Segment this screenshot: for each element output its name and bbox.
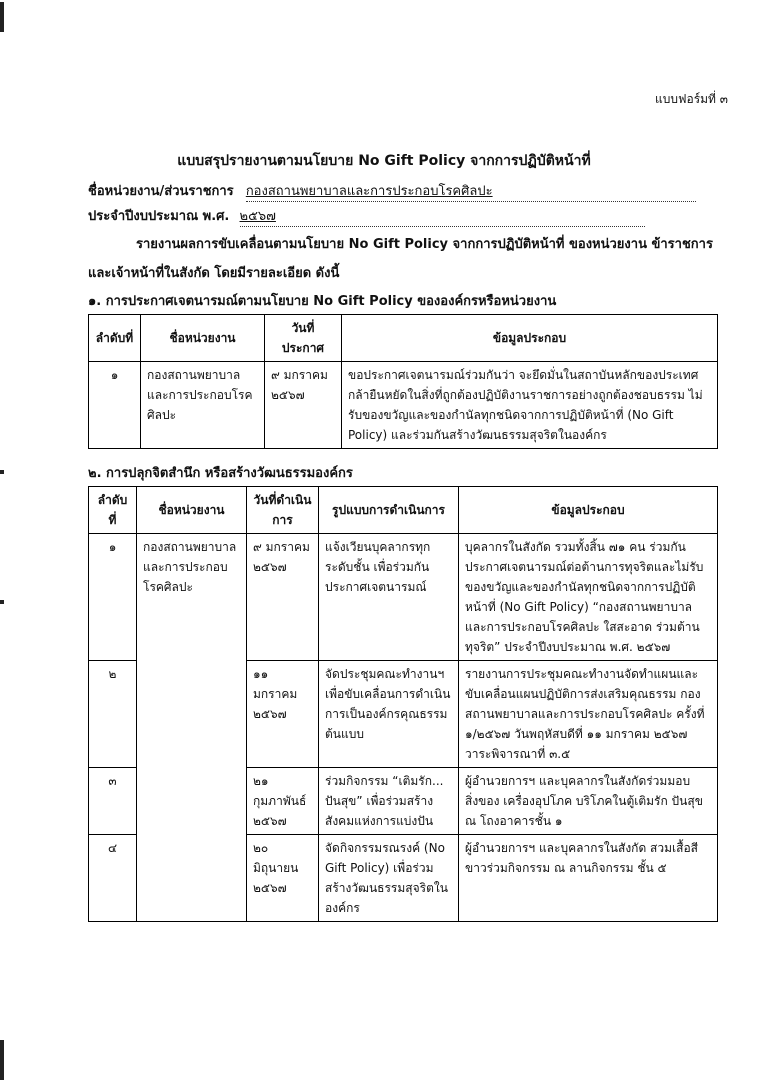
form-number: แบบฟอร์มที่ ๓ <box>655 92 728 106</box>
header-format: รูปแบบการดำเนินการ <box>319 487 459 534</box>
row-format: จัดประชุมคณะทำงานฯ เพื่อขับเคลื่อนการดำเนินการเป็นองค์กรคุณธรรมต้นแบบ <box>319 661 459 768</box>
table-row <box>89 362 718 449</box>
row-no: ๒ <box>89 661 137 768</box>
fiscal-value: ๒๕๖๗ <box>239 209 276 224</box>
section2-header-row <box>89 487 718 534</box>
agency-label: ชื่อหน่วยงาน/ส่วนราชการ <box>88 184 234 199</box>
section1-table <box>88 314 718 449</box>
table-row <box>89 534 718 661</box>
row-info: บุคลากรในสังกัด รวมทั้งสิ้น ๗๑ คน ร่วมกันประกาศเจตนารมณ์ต่อต้านการทุจริตและไม่รับของขวัญและของกำนัลทุกชนิดจากการปฏิบัติหน้าที่ (No Gift Policy) “กองสถานพยาบาลและการประกอบโรคศิลปะ ใสสะอาด ร่วมต้านทุจริต” ประจำปีงบประมาณ พ.ศ. ๒๕๖๗ <box>459 534 718 661</box>
section1-header-row <box>89 315 718 362</box>
row-no: ๓ <box>89 768 137 835</box>
row-no: ๔ <box>89 835 137 922</box>
fiscal-value-field <box>240 205 645 227</box>
row-date: ๒๐ มิถุนายน ๒๕๖๗ <box>247 835 319 922</box>
page-title: แบบสรุปรายงานตามนโยบาย No Gift Policy จากการปฏิบัติหน้าที่ <box>177 153 591 169</box>
section2-table <box>88 486 718 922</box>
row-date: ๑๑ มกราคม ๒๕๖๗ <box>247 661 319 768</box>
row-date: ๒๑ กุมภาพันธ์ ๒๕๖๗ <box>247 768 319 835</box>
header-no: ลำดับที่ <box>89 487 137 534</box>
row-date: ๙ มกราคม ๒๕๖๗ <box>265 362 342 449</box>
header-date: วันที่ดำเนินการ <box>247 487 319 534</box>
row-no: ๑ <box>89 362 141 449</box>
header-info: ข้อมูลประกอบ <box>342 315 718 362</box>
agency-line <box>88 180 696 202</box>
row-no: ๑ <box>89 534 137 661</box>
row-info: ผู้อำนวยการฯ และบุคลากรในสังกัด สวมเสื้อสีขาวร่วมกิจกรรม ณ ลานกิจกรรม ชั้น ๕ <box>459 835 718 922</box>
row-agency: กองสถานพยาบาลและการประกอบโรคศิลปะ <box>141 362 265 449</box>
agency-value: กองสถานพยาบาลและการประกอบโรคศิลปะ <box>245 184 493 199</box>
row-format: แจ้งเวียนบุคลากรทุกระดับชั้น เพื่อร่วมกันประกาศเจตนารมณ์ <box>319 534 459 661</box>
row-format: จัดกิจกรรมรณรงค์ (No Gift Policy) เพื่อร่วมสร้างวัฒนธรรมสุจริตในองค์กร <box>319 835 459 922</box>
row-info: รายงานการประชุมคณะทำงานจัดทำแผนและขับเคลื่อนแผนปฏิบัติการส่งเสริมคุณธรรม กองสถานพยาบาลและการประกอบโรคศิลปะ ครั้งที่ ๑/๒๕๖๗ วันพฤหัสบดีที่ ๑๑ มกราคม ๒๕๖๗ วาระพิจารณาที่ ๓.๕ <box>459 661 718 768</box>
header-info: ข้อมูลประกอบ <box>459 487 718 534</box>
row-agency: กองสถานพยาบาลและการประกอบโรคศิลปะ <box>137 534 247 922</box>
section1-heading: ๑. การประกาศเจตนารมณ์ตามนโยบาย No Gift Policy ขององค์กรหรือหน่วยงาน <box>88 294 557 309</box>
intro-paragraph <box>88 232 718 257</box>
header-agency: ชื่อหน่วยงาน <box>137 487 247 534</box>
header-date: วันที่ประกาศ <box>265 315 342 362</box>
row-info: ขอประกาศเจตนารมณ์ร่วมกันว่า จะยึดมั่นในสถาบันหลักของประเทศ กล้ายืนหยัดในสิ่งที่ถูกต้องปฏิบัติงานราชการอย่างถูกต้องชอบธรรม ไม่รับของขวัญและของกำนัลทุกชนิดจากการปฏิบัติหน้าที่ (No Gift Policy) และร่วมกันสร้างวัฒนธรรมสุจริตในองค์กร <box>342 362 718 449</box>
row-date: ๙ มกราคม ๒๕๖๗ <box>247 534 319 661</box>
row-format: ร่วมกิจกรรม “เติมรัก... ปันสุข” เพื่อร่วมสร้างสังคมแห่งการแบ่งปัน <box>319 768 459 835</box>
intro-line-1: รายงานผลการขับเคลื่อนตามนโยบาย No Gift Policy จากการปฏิบัติหน้าที่ ของหน่วยงาน ข้าราชการ <box>136 237 713 252</box>
intro-line-2: และเจ้าหน้าที่ในสังกัด โดยมีรายละเอียด ดังนี้ <box>88 266 340 281</box>
fiscal-line <box>88 205 645 227</box>
row-info: ผู้อำนวยการฯ และบุคลากรในสังกัดร่วมมอบสิ่งของ เครื่องอุปโภค บริโภคในตู้เติมรัก ปันสุข ณ โถงอาคารชั้น ๑ <box>459 768 718 835</box>
header-agency: ชื่อหน่วยงาน <box>141 315 265 362</box>
fiscal-label: ประจำปีงบประมาณ พ.ศ. <box>88 209 230 224</box>
header-no: ลำดับที่ <box>89 315 141 362</box>
section2-heading: ๒. การปลุกจิตสำนึก หรือสร้างวัฒนธรรมองค์กร <box>88 466 353 481</box>
agency-value-field <box>246 180 696 202</box>
